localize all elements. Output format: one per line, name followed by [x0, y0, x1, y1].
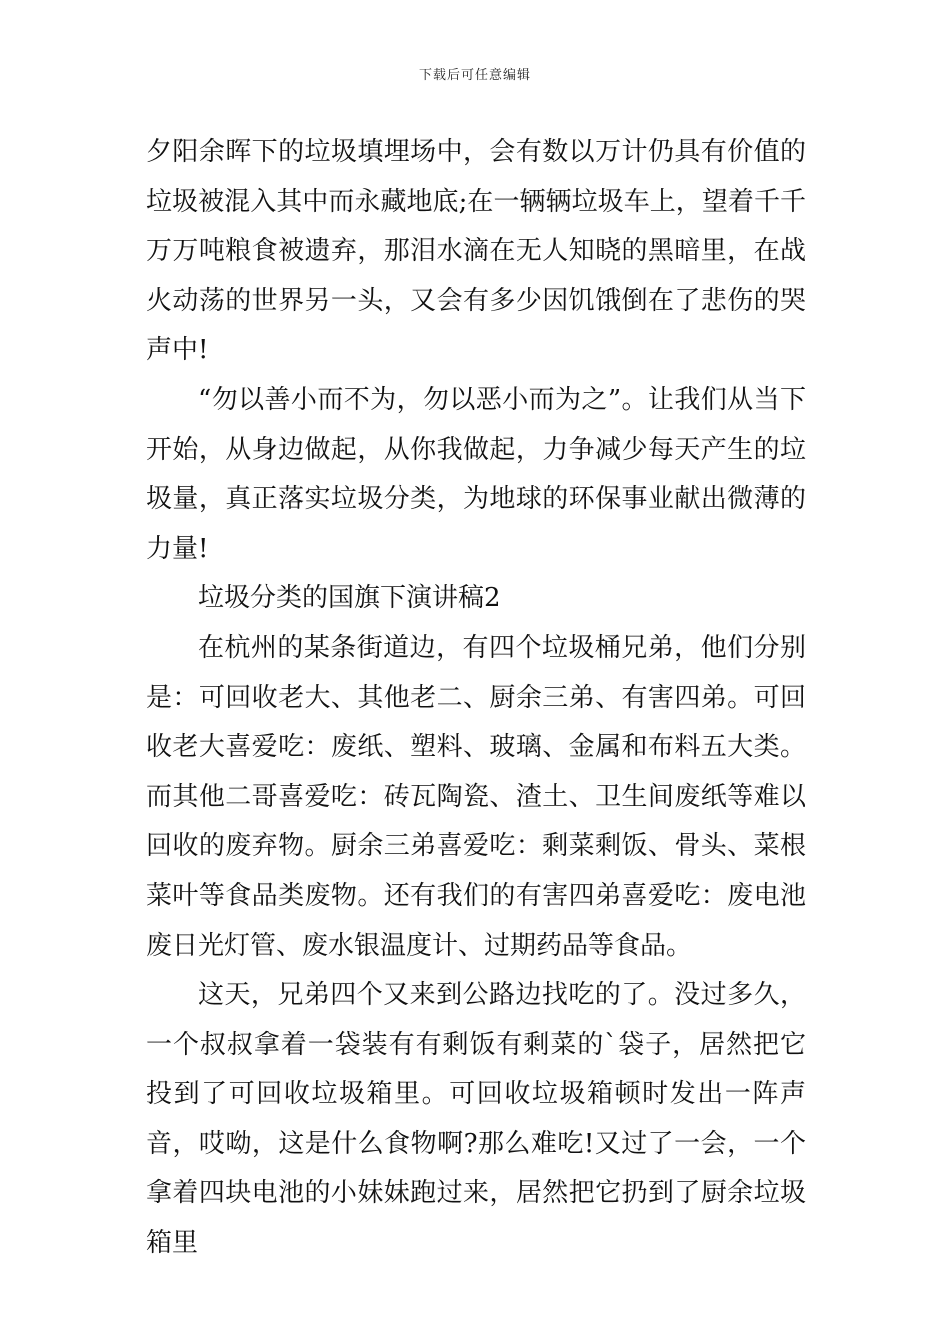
paragraph-proverb: “勿以善小而不为，勿以恶小而为之”。让我们从当下开始，从身边做起，从你我做起，力争减少每天产生的垃圾量，真正落实垃圾分类，为地球的环保事业献出微薄的力量! — [146, 384, 806, 564]
paragraph-trash-brothers: 在杭州的某条街道边，有四个垃圾桶兄弟，他们分别是：可回收老大、其他老二、厨余三弟、有害四弟。可回收老大喜爱吃：废纸、塑料、玻璃、金属和布料五大类。而其他二哥喜爱吃：砖瓦陶瓷、渣土、卫生间废纸等难以回收的废弃物。厨余三弟喜爱吃：剩菜剩饭、骨头、菜根菜叶等食品类废物。还有我们的有害四弟喜爱吃：废电池废日光灯管、废水银温度计、过期药品等食品。 — [146, 632, 806, 961]
document-body — [146, 128, 806, 1269]
paragraph-story: 这天，兄弟四个又来到公路边找吃的了。没过多久，一个叔叔拿着一袋装有有剩饭有剩菜的`袋子，居然把它投到了可回收垃圾箱里。可回收垃圾箱顿时发出一阵声音，哎呦，这是什么食物啊?那么难吃!又过了一会，一个拿着四块电池的小妹妹跑过来，居然把它扔到了厨余垃圾箱里 — [146, 980, 806, 1259]
section-title: 垃圾分类的国旗下演讲稿2 — [198, 583, 501, 614]
page-header-note: 下载后可任意编辑 — [418, 68, 531, 83]
paragraph-landfill: 夕阳余晖下的垃圾填埋场中，会有数以万计仍具有价值的垃圾被混入其中而永藏地底;在一辆辆垃圾车上，望着千千万万吨粮食被遗弃，那泪水滴在无人知晓的黑暗里，在战火动荡的世界另一头，又会有多少因饥饿倒在了悲伤的哭声中! — [146, 137, 806, 366]
